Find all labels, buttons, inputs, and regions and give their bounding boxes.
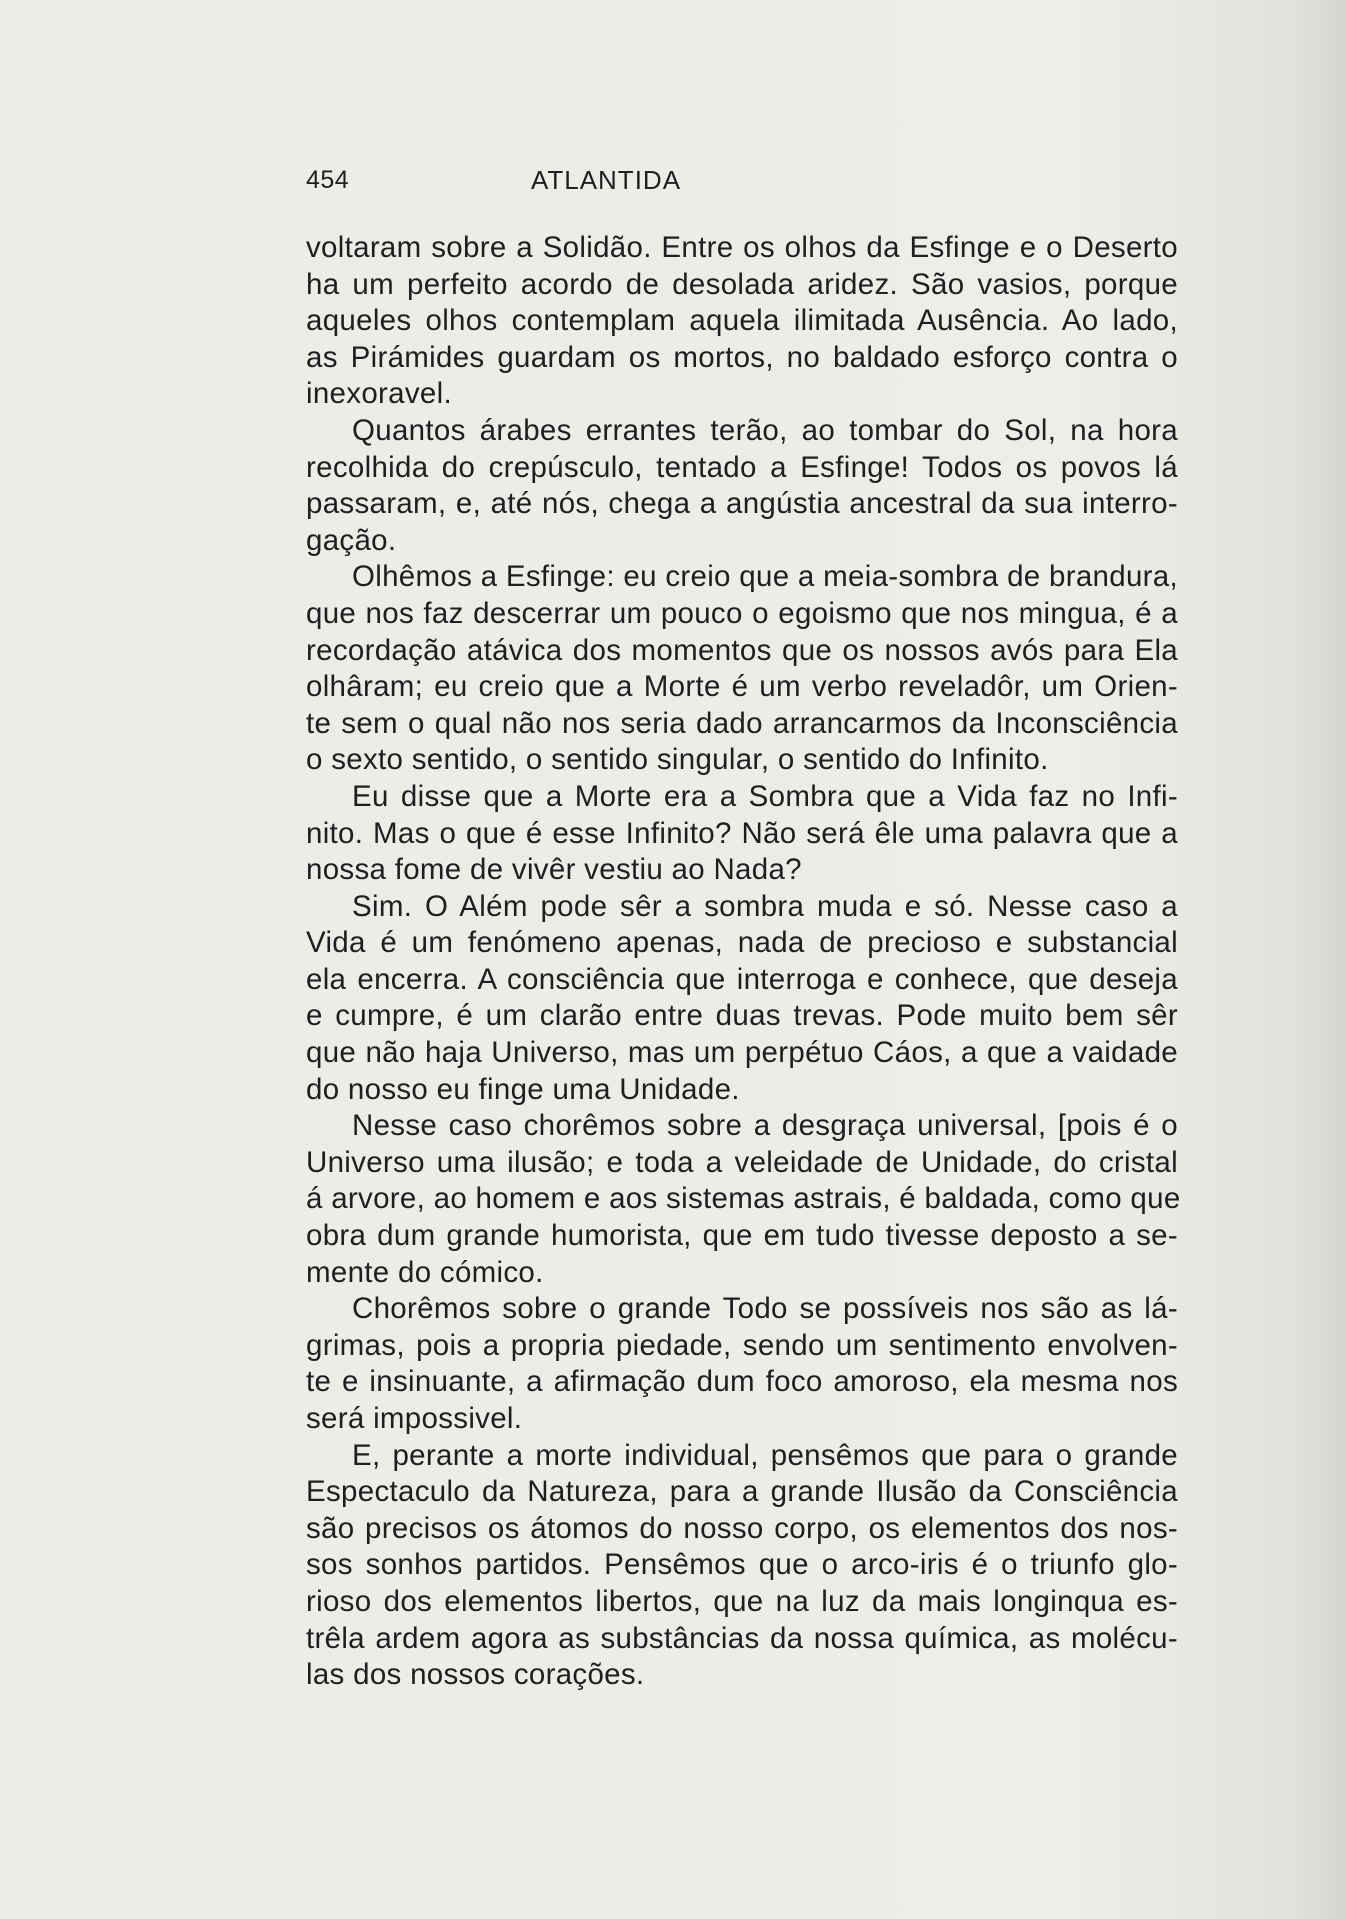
text-line: do nosso eu finge uma Unidade. — [306, 1072, 740, 1106]
text-line: recordação atávica dos momentos que os nossos avós para Ela — [306, 633, 1178, 667]
text-line: passaram, e, até nós, chega a angústia ancestral da sua interro- — [306, 487, 1178, 521]
page-number: 454 — [306, 166, 350, 194]
text-line: sos sonhos partidos. Pensêmos que o arco-iris é o triunfo glo- — [306, 1548, 1178, 1582]
text-line: o sexto sentido, o sentido singular, o sentido do Infinito. — [306, 743, 1049, 777]
text-line: voltaram sobre a Solidão. Entre os olhos da Esfinge e o Deserto — [306, 231, 1178, 264]
text-line: e cumpre, é um clarão entre duas trevas. Pode muito bem sêr — [306, 999, 1178, 1033]
page-header — [306, 163, 812, 197]
text-line: será impossivel. — [306, 1402, 523, 1435]
text-line: trêla ardem agora as substâncias da nossa química, as molécu- — [306, 1621, 1178, 1655]
paragraph — [306, 889, 1178, 1109]
text-line: Eu disse que a Morte era a Sombra que a Vida faz no Infi- — [352, 779, 1178, 813]
text-line: obra dum grande humorista, que em tudo tivesse deposto a se- — [306, 1219, 1178, 1253]
text-line: rioso dos elementos libertos, que na luz da mais longinqua es- — [306, 1584, 1178, 1618]
text-line: ha um perfeito acordo de desolada aridez. São vasios, porque — [306, 267, 1178, 301]
body-text — [306, 230, 1181, 1694]
text-line: Chorêmos sobre o grande Todo se possíveis nos são as lá- — [352, 1292, 1178, 1326]
text-line: las dos nossos corações. — [306, 1658, 645, 1692]
text-line: Quantos árabes errantes terão, ao tombar do Sol, na hora — [352, 413, 1178, 447]
text-line: Vida é um fenómeno apenas, nada de precioso e substancial — [306, 926, 1178, 960]
text-line: Nesse caso chorêmos sobre a desgraça universal, [pois é o — [352, 1109, 1178, 1143]
text-line: te sem o qual não nos seria dado arrancarmos da Inconsciência — [306, 706, 1178, 740]
text-line: as Pirámides guardam os mortos, no baldado esforço contra o — [306, 340, 1178, 374]
paragraph — [306, 779, 1178, 889]
text-line: Sim. O Além pode sêr a sombra muda e só. Nesse caso a — [352, 889, 1178, 923]
text-line: Olhêmos a Esfinge: eu creio que a meia-sombra de brandura, — [352, 560, 1178, 594]
text-line: Espectaculo da Natureza, para a grande Ilusão da Consciência — [306, 1475, 1178, 1509]
paragraph — [306, 1438, 1178, 1694]
text-line: E, perante a morte individual, pensêmos que para o grande — [352, 1438, 1178, 1472]
text-line: á arvore, ao homem e aos sistemas astrais, é baldada, como que — [306, 1182, 1181, 1216]
text-line: aqueles olhos contemplam aquela ilimitada Ausência. Ao lado, — [306, 304, 1178, 338]
text-line: olhâram; eu creio que a Morte é um verbo reveladôr, um Orien- — [306, 670, 1178, 704]
text-line: que nos faz descerrar um pouco o egoismo que nos mingua, é a — [306, 596, 1178, 630]
paragraph — [306, 413, 1178, 559]
text-line: inexoravel. — [306, 377, 452, 411]
text-line: ela encerra. A consciência que interroga e conhece, que deseja — [306, 962, 1178, 996]
paragraph — [306, 1291, 1178, 1437]
text-line: mente do cómico. — [306, 1255, 544, 1289]
text-line: grimas, pois a propria piedade, sendo um sentimento envolven- — [306, 1328, 1178, 1362]
text-line: nossa fome de vivêr vestiu ao Nada? — [306, 853, 802, 887]
text-line: nito. Mas o que é esse Infinito? Não será êle uma palavra que a — [306, 816, 1178, 850]
paragraph — [306, 230, 1178, 413]
text-line: te e insinuante, a afirmação dum foco amoroso, ela mesma nos — [306, 1365, 1178, 1399]
running-title: ATLANTIDA — [530, 165, 682, 195]
text-line: recolhida do crepúsculo, tentado a Esfinge! Todos os povos lá — [306, 450, 1178, 484]
text-line: gação. — [306, 523, 397, 557]
text-line: que não haja Universo, mas um perpétuo Cáos, a que a vaidade — [306, 1036, 1178, 1070]
paragraph — [306, 559, 1178, 779]
text-line: são precisos os átomos do nosso corpo, os elementos dos nos- — [306, 1511, 1178, 1545]
text-line: Universo uma ilusão; e toda a veleidade de Unidade, do cristal — [306, 1145, 1178, 1179]
paragraph — [306, 1108, 1181, 1291]
